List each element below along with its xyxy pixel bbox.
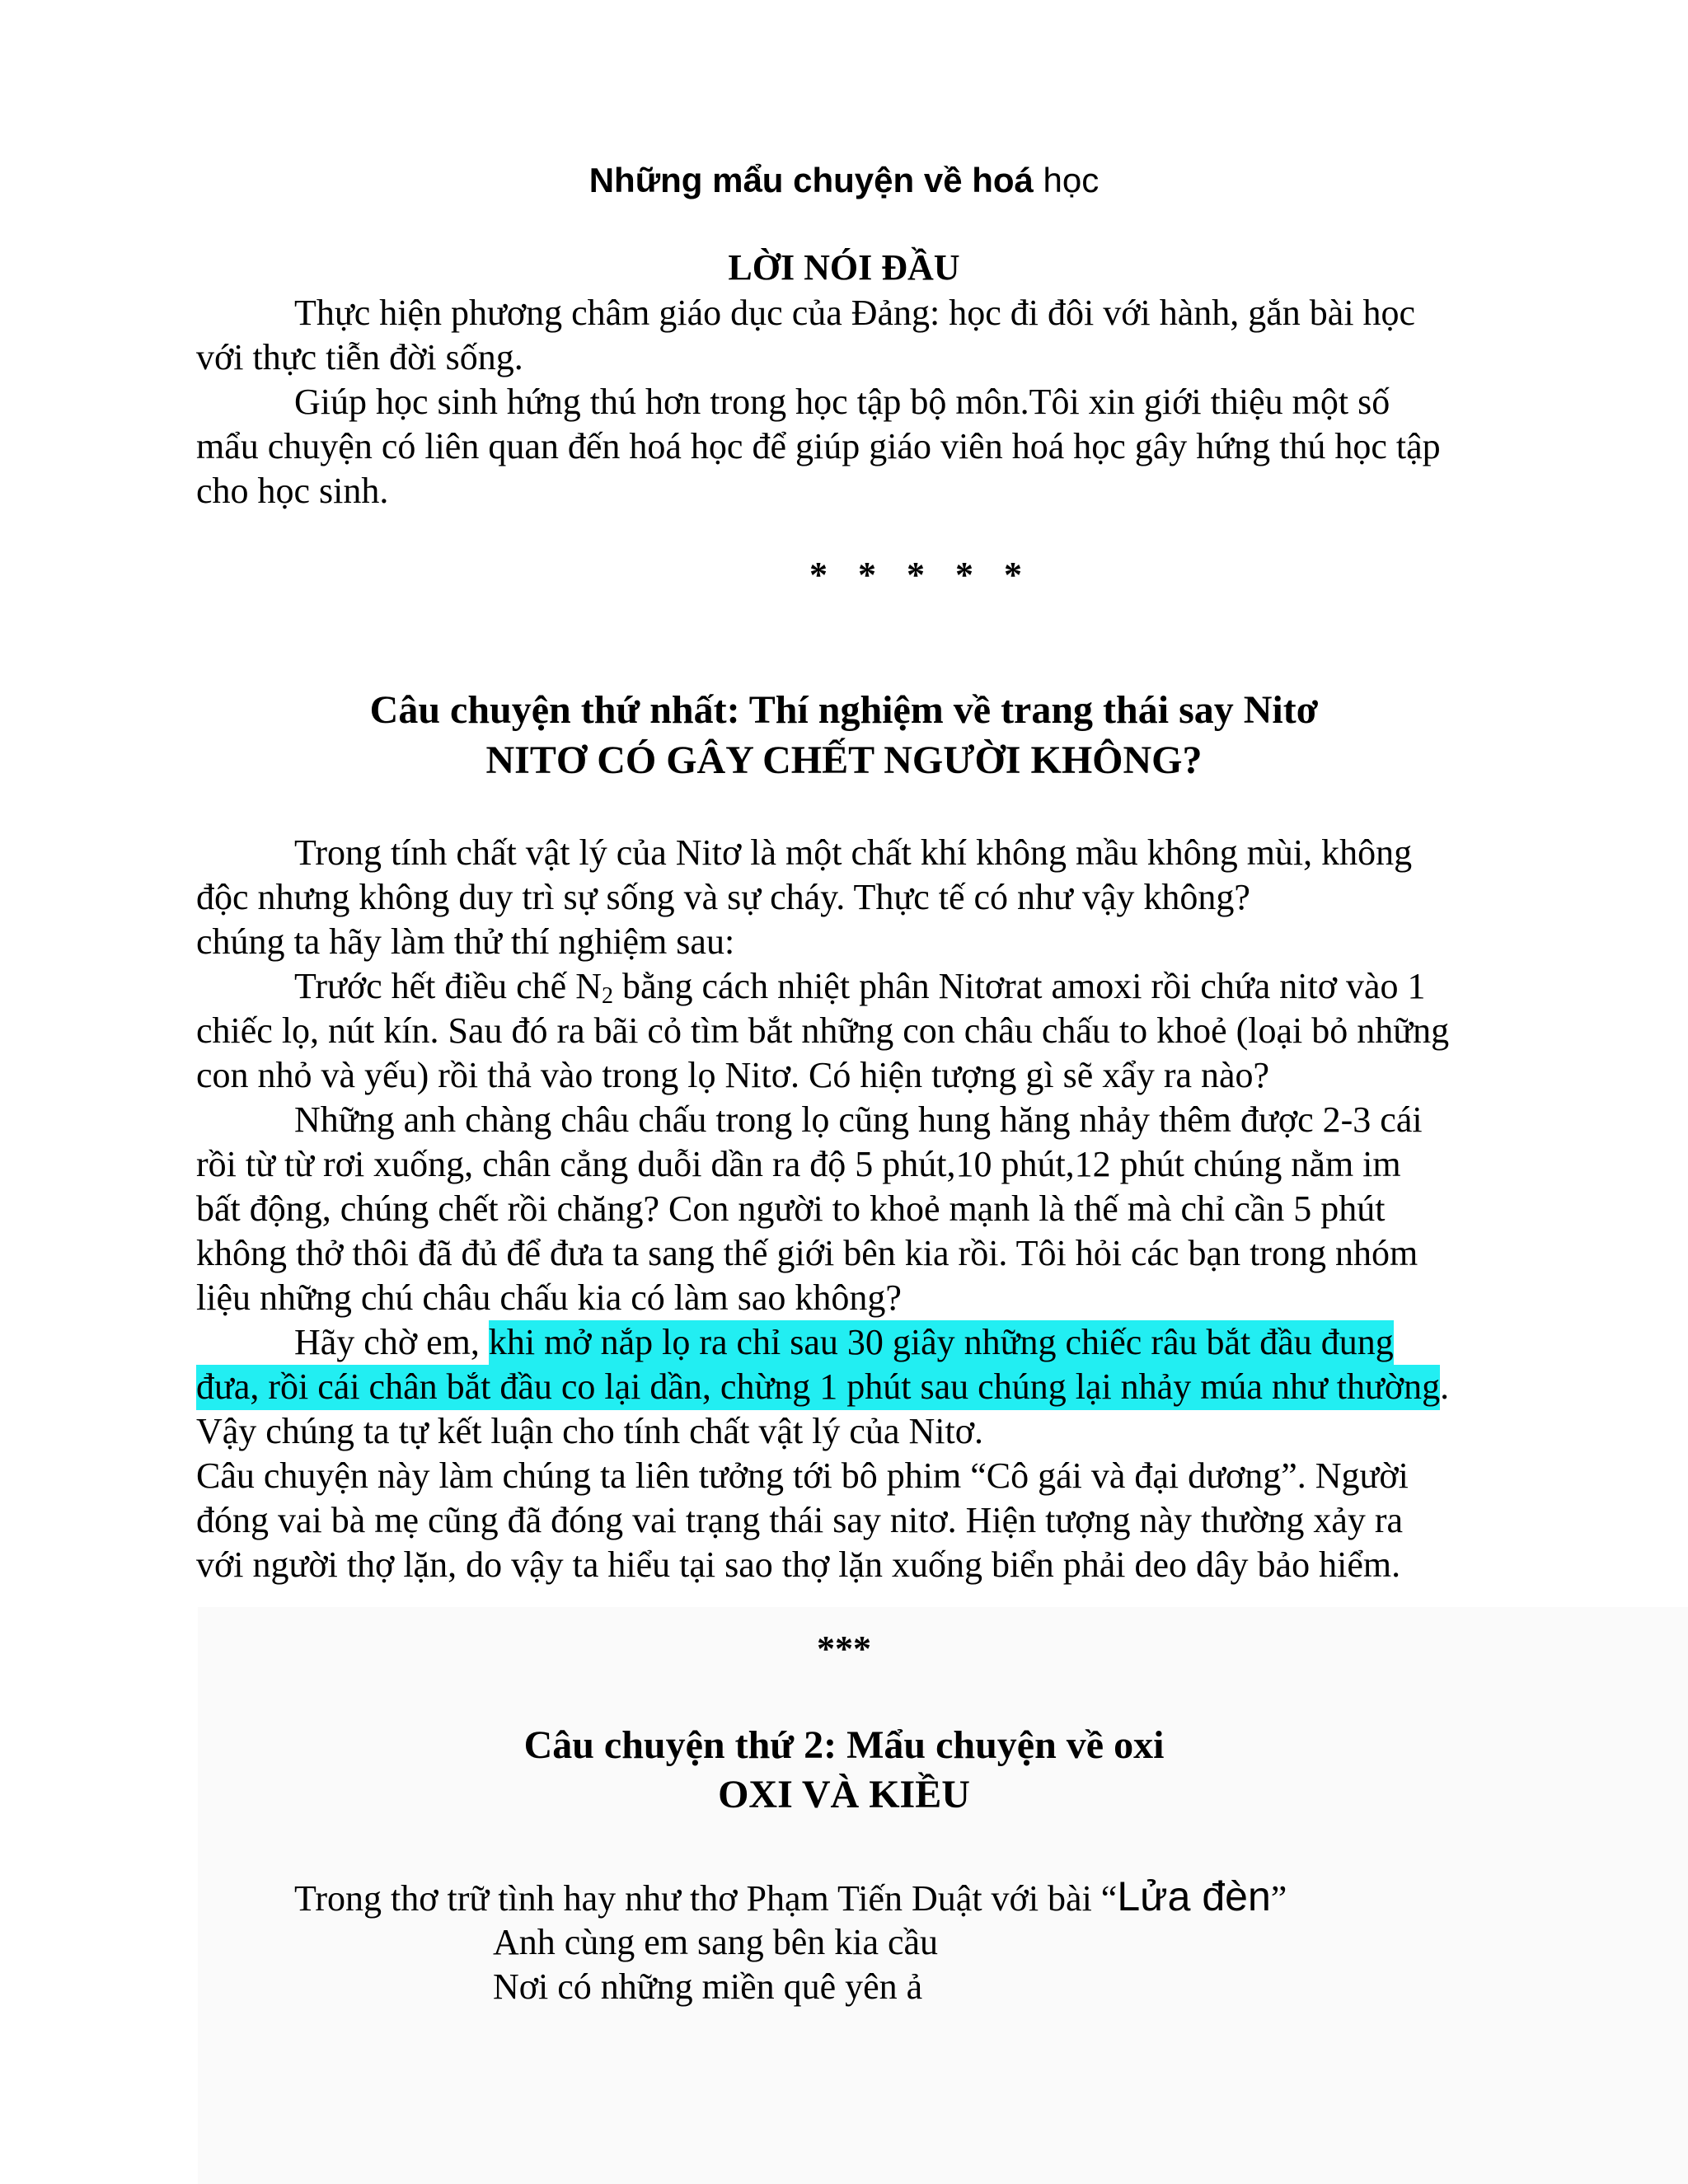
preface-line: Giúp học sinh hứng thú hơn trong học tập bộ môn.Tôi xin giới thiệu một số (294, 382, 1390, 422)
preface-line: Thực hiện phương châm giáo dục của Đảng: học đi đôi với hành, gắn bài học (294, 293, 1416, 333)
formula-text-rest: bằng cách nhiệt phân Nitơrat amoxi rồi chứa nitơ vào 1 (612, 966, 1426, 1006)
story2-intro (294, 1874, 1287, 1921)
highlight-tail: . (1440, 1366, 1450, 1407)
poem-title: Lửa đèn (1117, 1873, 1271, 1919)
intro-text: Trong thơ trữ tình hay như thơ Phạm Tiến Duật với bài “ (294, 1878, 1118, 1919)
story1-line: Vậy chúng ta tự kết luận cho tính chất vật lý của Nitơ. (196, 1411, 983, 1451)
formula-subscript: 2 (601, 983, 613, 1009)
story2-heading: Câu chuyện thứ 2: Mẩu chuyện về oxi (523, 1723, 1165, 1767)
story1-line: con nhỏ và yếu) rồi thả vào trong lọ Nitơ. Có hiện tượng gì sẽ xẩy ra nào? (196, 1055, 1270, 1095)
story2-subheading: OXI VÀ KIỀU (718, 1773, 970, 1816)
story1-line: độc nhưng không duy trì sự sống và sự cháy. Thực tế có như vậy không? (196, 877, 1250, 917)
story1-line: rồi từ từ rơi xuống, chân cẳng duỗi dần ra độ 5 phút,10 phút,12 phút chúng nằm im (196, 1144, 1401, 1184)
preface-separator: * * * * * (809, 555, 1022, 595)
document-title (0, 158, 1688, 203)
story1-line: Những anh chàng châu chấu trong lọ cũng hung hăng nhảy thêm được 2-3 cái (294, 1099, 1423, 1140)
title-rest: học (1033, 161, 1100, 199)
highlighted-line (196, 1365, 1449, 1409)
story1-line-formula (294, 964, 1426, 1009)
title-bold: Những mẩu chuyện về hoá (588, 161, 1034, 199)
story1-line: bất động, chúng chết rồi chăng? Con người to khoẻ mạnh là thế mà chỉ cần 5 phút (196, 1188, 1386, 1229)
poem-line: Anh cùng em sang bên kia cầu (493, 1922, 939, 1962)
story1-line: Câu chuyện này làm chúng ta liên tưởng tới bô phim “Cô gái và đại dương”. Người (196, 1455, 1409, 1496)
highlighted-line (294, 1320, 1394, 1365)
story1-line: với người thợ lặn, do vậy ta hiểu tại sao thợ lặn xuống biển phải deo dây bảo hiểm. (196, 1544, 1401, 1585)
story1-heading: Câu chuyện thứ nhất: Thí nghiệm về trang thái say Nitơ (369, 688, 1319, 732)
text-highlight: khi mở nắp lọ ra chỉ sau 30 giây những chiếc râu bắt đầu đung (489, 1320, 1394, 1366)
story1-subheading: NITƠ CÓ GÂY CHẾT NGƯỜI KHÔNG? (485, 738, 1203, 782)
preface-line: với thực tiễn đời sống. (196, 337, 523, 377)
preface-heading: LỜI NÓI ĐẦU (728, 247, 960, 288)
story1-separator: *** (817, 1629, 871, 1669)
story1-line: Trong tính chất vật lý của Nitơ là một chất khí không mầu không mùi, không (294, 832, 1413, 873)
story1-line: đóng vai bà mẹ cũng đã đóng vai trạng thái say nitơ. Hiện tượng này thường xảy ra (196, 1500, 1404, 1540)
formula-text: Trước hết điều chế N (294, 966, 602, 1006)
highlight-lead: Hãy chờ em, (294, 1322, 489, 1362)
preface-line: cho học sinh. (196, 471, 389, 511)
story1-line: chiếc lọ, nút kín. Sau đó ra bãi cỏ tìm bắt những con châu chấu to khoẻ (loại bỏ những (196, 1010, 1450, 1051)
intro-quote-close: ” (1270, 1878, 1287, 1919)
story1-line: liệu những chú châu chấu kia có làm sao không? (196, 1277, 902, 1318)
text-highlight: đưa, rồi cái chân bắt đầu co lại dần, chừng 1 phút sau chúng lại nhảy múa như thường (196, 1365, 1440, 1410)
poem-line: Nơi có những miền quê yên ả (493, 1966, 923, 2007)
story1-line: chúng ta hãy làm thử thí nghiệm sau: (196, 921, 735, 962)
preface-line: mẩu chuyện có liên quan đến hoá học để giúp giáo viên hoá học gây hứng thú học tập (196, 426, 1441, 466)
story1-line: không thở thôi đã đủ để đưa ta sang thế giới bên kia rồi. Tôi hỏi các bạn trong nhóm (196, 1233, 1418, 1273)
